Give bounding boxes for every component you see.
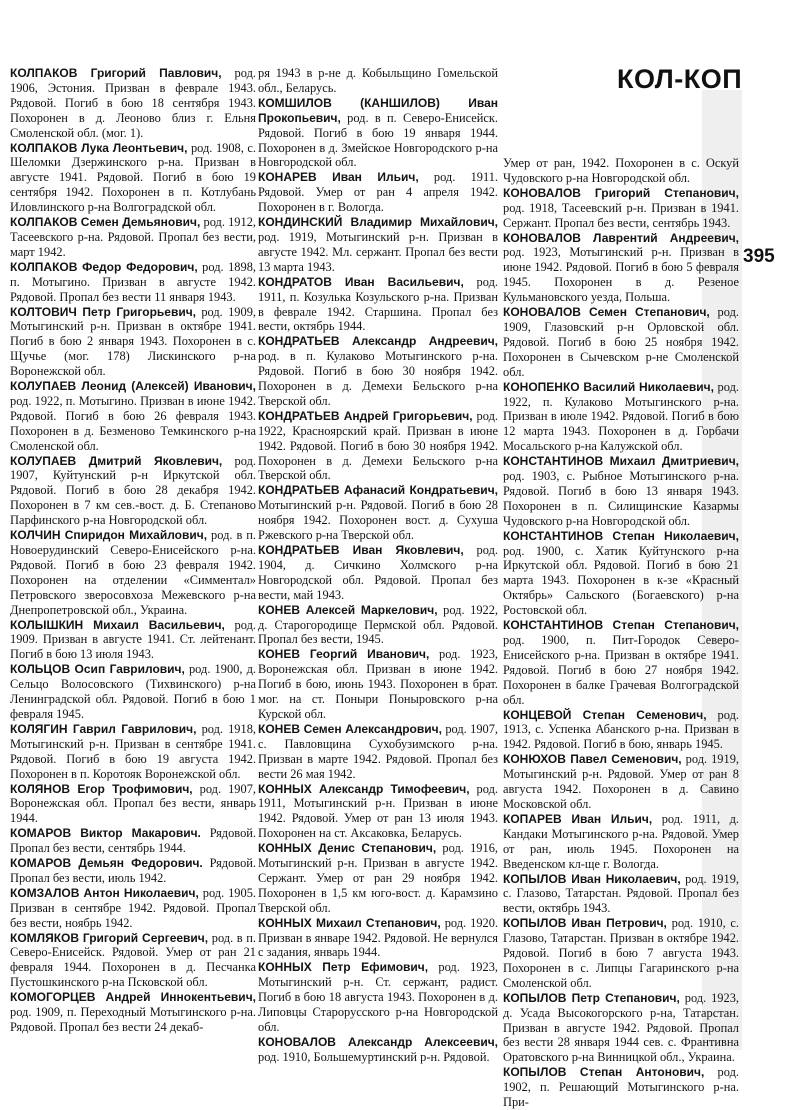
memorial-entry	[10, 722, 256, 782]
entry-name: КОЛЫШКИН Михаил Васильевич,	[10, 617, 225, 632]
entry-name: КОМАРОВ Демьян Федорович.	[10, 856, 203, 871]
entry-details: род. 1900, с. Хатик Куйтунского р-на Иркутской обл. Рядовой. Погиб в бою 21 марта 1943. Похоронен в к-зе «Красный Октябрь» Сальского (Богаевского) р-на Ростовской обл.	[503, 543, 739, 618]
memorial-entry	[10, 215, 256, 260]
entry-name: КОМЛЯКОВ Григорий Сергеевич,	[10, 930, 209, 945]
memorial-entry	[503, 186, 739, 231]
entry-name: КОНОВАЛОВ Лаврентий Андреевич,	[503, 230, 739, 245]
entry-details: Рядовой. Пропал без вести, сентябрь 1944.	[10, 826, 256, 856]
entry-name: КОННЫХ Петр Ефимович,	[258, 960, 429, 975]
memorial-entry	[258, 543, 498, 603]
entry-name: КОНСТАНТИНОВ Степан Николаевич,	[503, 528, 739, 543]
entry-name: КОПЫЛОВ Степан Антонович,	[503, 1065, 705, 1080]
memorial-entry	[258, 960, 498, 1035]
entry-name: КОНЕВ Семен Александрович,	[258, 721, 442, 736]
entry-details: род. 1911. Рядовой. Умер от ран 4 апреля 1942. Похоронен в г. Вологда.	[258, 170, 498, 215]
memorial-entry	[10, 66, 256, 141]
entry-details: род. 1911, Мотыгинский р-н. Призван в июне 1942. Рядовой. Умер от ран 13 июля 1943. Похоронен на ст. Аксаковка, Беларусь.	[258, 781, 498, 841]
entry-details: род. в п. Северо-Енисейск. Рядовой. Умер от ран 21 февраля 1944. Похоронен в д. Песчанка Пустошкинского р-на Псковской обл.	[10, 930, 256, 990]
entry-name: КОМЗАЛОВ Антон Николаевич,	[10, 885, 199, 900]
entry-name: КОНДРАТЬЕВ Афанасий Кондратьевич,	[258, 483, 498, 498]
entry-details: род. 1916, Мотыгинский р-н. Призван в августе 1942. Сержант. Умер от ран 29 ноября 1942. Похоронен в 1,5 км юго-вост. д. Карамзино Тверской обл.	[258, 841, 498, 915]
entry-name: КОННЫХ Михаил Степанович,	[258, 915, 441, 930]
entry-details: род. 1919, с. Глазово, Татарстан. Рядовой. Пропал без вести, октябрь 1943.	[503, 871, 739, 916]
entry-name: КОПЫЛОВ Иван Николаевич,	[503, 871, 681, 886]
memorial-entry	[258, 603, 498, 648]
memorial-entry	[503, 991, 739, 1066]
entry-details: род. 1922, п. Мотыгино. Призван в июне 1942. Рядовой. Погиб в бою 26 февраля 1943. Похоронен в д. Безменово Темкинского р-на Смоленской обл.	[10, 393, 256, 453]
entry-name: КОНДИНСКИЙ Владимир Михайлович,	[258, 215, 498, 230]
memorial-entry	[503, 872, 739, 917]
memorial-entry	[258, 1035, 498, 1065]
memorial-entry	[503, 1065, 739, 1110]
entry-details: род. 1923, Мотыгинский р-н. Ст. сержант, радист. Погиб в бою 18 августа 1943. Похоронен в д. Липовцы Старорусского р-на Новгородской обл.	[258, 960, 498, 1034]
entry-name: КОННЫХ Александр Тимофеевич,	[258, 781, 470, 796]
memorial-entry	[10, 782, 256, 827]
entry-details: род. в п. Новоерудинский Северо-Енисейского р-на. Рядовой. Погиб в бою 23 февраля 1942. Похоронен на отделении «Симментал» Петровского зверосовхоза Межевского р-на Днепропетровской обл., Украина.	[10, 528, 256, 617]
entry-details: род. 1907, с. Павловщина Сухобузимского р-на. Призван в марте 1942. Рядовой. Пропал без вести 26 мая 1942.	[258, 721, 499, 781]
memorial-entry	[10, 990, 256, 1035]
entry-name: КОМШИЛОВ (КАНШИЛОВ) Иван Прокопьевич,	[258, 95, 498, 125]
memorial-entry	[10, 856, 256, 886]
memorial-entry	[503, 916, 739, 991]
memorial-entry	[10, 260, 256, 305]
entry-details: род. 1923, д. Усада Высокогорского р-на, Татарстан. Призван в августе 1942. Рядовой. Пропал без вести 28 января 1944 сев. с. Франтивна Оратовского р-на Винницкой обл., Украина.	[503, 990, 739, 1065]
entry-details: род. 1898, п. Мотыгино. Призван в августе 1942. Рядовой. Пропал без вести 11 января 1943.	[10, 259, 256, 304]
entry-details: род. 1900, д. Сельцо Волосовского (Тихвинского) р-на Ленинградской обл. Рядовой. Погиб в бою 1 февраля 1945.	[10, 662, 256, 721]
memorial-entry	[10, 826, 256, 856]
entry-details: род. в п. Кулаково Мотыгинского р-на. Рядовой. Погиб в бою 30 ноября 1942. Похоронен в д. Демехи Бельского р-на Тверской обл.	[258, 349, 498, 408]
entry-name: КОЛЧИН Спиридон Михайлович,	[10, 528, 208, 543]
memorial-entry	[10, 141, 256, 216]
memorial-entry	[258, 916, 498, 961]
column-3	[503, 156, 739, 1110]
entry-name: КОНДРАТЬЕВ Иван Яковлевич,	[258, 543, 464, 557]
entry-details: род. 1909, п. Переходный Мотыгинского р-на. Рядовой. Пропал без вести 24 декаб-	[10, 1005, 256, 1034]
entry-name: КОННЫХ Денис Степанович,	[258, 841, 437, 856]
memorial-entry	[503, 529, 739, 618]
entry-details: род. 1900, п. Пит-Городок Северо-Енисейского р-на. Призван в октябре 1941. Рядовой. Погиб в бою 27 ноября 1942. Похоронен в балке Грачевая Волгоградской обл.	[503, 633, 739, 707]
entry-name: КОНДРАТОВ Иван Васильевич,	[258, 274, 464, 289]
entry-name: КОНОПЕНКО Василий Николаевич,	[503, 379, 714, 394]
continued-text: Умер от ран, 1942. Похоронен в с. Оскуй Чудовского р-на Новгородской обл.	[503, 156, 739, 185]
entry-details: род. 1922, п. Кулаково Мотыгинского р-на. Призван в июле 1942. Рядовой. Погиб в бою 12 марта 1943. Похоронен в д. Горбачи Мосальского р-на Калужской обл.	[503, 379, 739, 454]
entry-name: КОНОВАЛОВ Александр Алексеевич,	[258, 1034, 498, 1049]
entry-name: КОПАРЕВ Иван Ильич,	[503, 811, 653, 826]
entry-details: род. 1905. Призван в сентябре 1942. Рядовой. Пропал без вести, ноябрь 1942.	[10, 885, 256, 930]
entry-name: КОЛПАКОВ Лука Леонтьевич,	[10, 140, 188, 155]
entry-details: род. 1913, с. Успенка Абанского р-на. Призван в 1942. Рядовой. Погиб в бою, январь 1945.	[503, 707, 739, 752]
entry-name: КОНЕВ Георгий Иванович,	[258, 647, 430, 662]
entry-details: род. 1911, д. Кандаки Мотыгинского р-на. Рядовой. Умер от ран, июль 1945. Похоронен на Введенском кл-ще г. Вологда.	[503, 811, 739, 871]
entry-details: род. 1920. Призван в январе 1942. Рядовой. Не вернулся с задания, январь 1944.	[258, 915, 499, 960]
memorial-entry	[258, 215, 498, 275]
memorial-entry	[10, 886, 256, 931]
memorial-entry	[503, 618, 739, 707]
entry-name: КОНОВАЛОВ Семен Степанович,	[503, 305, 710, 320]
entry-name: КОПЫЛОВ Иван Петрович,	[503, 916, 667, 931]
memorial-entry	[503, 752, 739, 812]
continued-text: ря 1943 в р-не д. Кобыльщино Гомельской обл., Беларусь.	[258, 66, 498, 95]
entry-details: род. 1909, Мотыгинский р-н. Призван в октябре 1941. Погиб в бою 2 января 1943. Похоронен в с. Щучье (мог. 178) Лискинского р-на Воронежской обл.	[10, 304, 256, 379]
memorial-entry	[258, 334, 498, 409]
entry-details: Мотыгинский р-н. Рядовой. Погиб в бою 28 ноября 1942. Похоронен вост. д. Сухуша Ржевского р-на Тверской обл.	[258, 498, 498, 543]
entry-name: КОНДРАТЬЕВ Александр Андреевич,	[258, 334, 498, 349]
memorial-entry	[503, 812, 739, 872]
entry-details: род. 1919, Мотыгинский р-н. Рядовой. Умер от ран 8 августа 1942. Похоронен в д. Савино Московской обл.	[503, 752, 739, 811]
entry-details: род. 1908, с. Шеломки Дзержинского р-на. Призван в августе 1941. Рядовой. Погиб в бою 19 сентября 1942. Похоронен в п. Котлубань Иловлинского р-на Волгоградской обл.	[10, 140, 256, 215]
entry-name: КОНСТАНТИНОВ Степан Степанович,	[503, 618, 739, 633]
memorial-entry	[258, 170, 498, 215]
entry-details: род. 1910, Большемуртинский р-н. Рядовой.	[258, 1049, 490, 1064]
entry-details: Рядовой. Пропал без вести, июль 1942.	[10, 856, 256, 885]
memorial-entry	[503, 454, 739, 529]
entry-details: род. 1902, п. Решающий Мотыгинского р-на. При-	[503, 1065, 739, 1110]
entry-details: род. 1907, Воронежская обл. Пропал без вести, январь 1944.	[10, 781, 256, 826]
memorial-entry	[10, 618, 256, 663]
column-1	[10, 66, 256, 1035]
memorial-entry	[503, 305, 739, 380]
page-number: 395	[743, 246, 775, 267]
running-header: КОЛ-КОП	[617, 64, 743, 94]
memorial-entry	[258, 647, 498, 722]
memorial-entry	[10, 305, 256, 380]
entry-details: род. 1923, Мотыгинский р-н. Призван в июне 1942. Рядовой. Погиб в бою 5 февраля 1945. Похоронен в д. Резеное Кульмановского уезда, Польша.	[503, 245, 739, 305]
entry-name: КОНОВАЛОВ Григорий Степанович,	[503, 185, 739, 200]
entry-name: КОЛПАКОВ Семен Демьянович,	[10, 215, 201, 230]
memorial-entry	[258, 409, 498, 484]
entry-details: род. 1909, Глазовский р-н Орловской обл. Рядовой. Погиб в бою 25 ноября 1942. Похоронен в Сычевском р-не Смоленской обл.	[503, 305, 739, 379]
entry-name: КОМАРОВ Виктор Макарович.	[10, 826, 201, 841]
entry-details: род. 1912, Тасеевского р-на. Рядовой. Пропал без вести, март 1942.	[10, 215, 256, 259]
memorial-entry	[258, 275, 498, 335]
entry-details: род. 1911, п. Козулька Козульского р-на. Призван в феврале 1942. Старшина. Пропал без вести, октябрь 1944.	[258, 274, 498, 334]
entry-details: род. 1906, Эстония. Призван в феврале 1943. Рядовой. Погиб в бою 18 сентября 1943. Похоронен в д. Леоново близ г. Ельня Смоленской обл. (мог. 1).	[10, 66, 256, 140]
memorial-entry	[258, 782, 498, 842]
entry-details: род. 1904, д. Сичкино Холмского р-на Новгородской обл. Рядовой. Пропал без вести, май 1943.	[258, 543, 498, 602]
memorial-entry	[10, 379, 256, 454]
entry-details: род. 1919, Мотыгинский р-н. Призван в августе 1942. Мл. сержант. Пропал без вести 13 марта 1943.	[258, 229, 498, 274]
entry-name: КОЛЯНОВ Егор Трофимович,	[10, 781, 193, 796]
entry-details: род. 1910, с. Глазово, Татарстан. Призван в октябре 1942. Рядовой. Погиб в бою 7 августа 1943. Похоронен в с. Липцы Гагаринского р-на Смоленской обл.	[503, 916, 739, 990]
entry-name: КОЛУПАЕВ Леонид (Алексей) Иванович,	[10, 379, 256, 394]
entry-name: КОЛЬЦОВ Осип Гаврилович,	[10, 662, 185, 677]
entry-name: КОЛЯГИН Гаврил Гаврилович,	[10, 721, 197, 736]
entry-name: КОПЫЛОВ Петр Степанович,	[503, 990, 680, 1005]
entry-details: род. 1922, Красноярский край. Призван в июне 1942. Рядовой. Погиб в бою 30 ноября 1942. Похоронен в д. Демехи Бельского р-на Тверской обл.	[258, 408, 498, 483]
entry-name: КОНАРЕВ Иван Ильич,	[258, 170, 419, 185]
memorial-entry	[503, 231, 739, 306]
entry-details: род. 1918, Тасеевский р-н. Призван в 1941. Сержант. Пропал без вести, сентябрь 1943.	[503, 200, 739, 230]
memorial-entry	[10, 454, 256, 529]
entry-name: КОНЮХОВ Павел Семенович,	[503, 752, 682, 767]
memorial-entry	[10, 528, 256, 617]
memorial-entry	[503, 708, 739, 753]
entry-name: КОЛПАКОВ Федор Федорович,	[10, 259, 198, 274]
memorial-entry	[258, 96, 498, 171]
entry-name: КОЛУПАЕВ Дмитрий Яковлевич,	[10, 453, 223, 468]
memorial-entry	[10, 931, 256, 991]
entry-name: КОМОГОРЦЕВ Андрей Иннокентьевич,	[10, 990, 256, 1005]
memorial-entry	[503, 380, 739, 455]
entry-details: род. 1922, д. Старогородище Пермской обл. Рядовой. Пропал без вести, 1945.	[258, 602, 499, 647]
memorial-entry	[10, 662, 256, 722]
memorial-entry	[258, 841, 498, 916]
entry-name: КОЛТОВИЧ Петр Григорьевич,	[10, 304, 197, 319]
entry-details: род. в п. Северо-Енисейск. Рядовой. Погиб в бою 19 января 1944. Похоронен в д. Змейское Новгородского р-на Новгородской обл.	[258, 110, 498, 170]
column-2	[258, 66, 498, 1065]
entry-name: КОНСТАНТИНОВ Михаил Дмитриевич,	[503, 454, 739, 469]
entry-details: род. 1909. Призван в августе 1941. Ст. лейтенант. Погиб в бою 13 июля 1943.	[10, 617, 256, 662]
memorial-entry	[258, 483, 498, 543]
entry-name: КОНЕВ Алексей Маркелович,	[258, 602, 438, 617]
memorial-entry	[258, 722, 498, 782]
entry-name: КОЛПАКОВ Григорий Павлович,	[10, 66, 222, 80]
entry-details: род. 1923, Воронежская обл. Призван в июне 1942. Погиб в бою, июнь 1943. Похоронен в брат. мог. на ст. Поныри Поныровского р-на Курской обл.	[258, 647, 499, 721]
entry-name: КОНЦЕВОЙ Степан Семенович,	[503, 707, 707, 722]
entry-details: род. 1918, Мотыгинский р-н. Призван в сентябре 1941. Рядовой. Погиб в бою 19 августа 1942. Похоронен в п. Коротояк Воронежской обл.	[10, 721, 256, 781]
entry-name: КОНДРАТЬЕВ Андрей Григорьевич,	[258, 408, 473, 423]
entry-details: род. 1903, с. Рыбное Мотыгинского р-на. Рядовой. Погиб в бою 13 января 1943. Похоронен в п. Силищинские Казармы Чудовского р-на Новгородской обл.	[503, 469, 739, 528]
entry-details: род. 1907, Куйтунский р-н Иркутской обл. Рядовой. Погиб в бою 28 декабря 1942. Похоронен в 7 км сев.-вост. д. Б. Степаново Парфинского р-на Новгородской обл.	[10, 453, 256, 528]
